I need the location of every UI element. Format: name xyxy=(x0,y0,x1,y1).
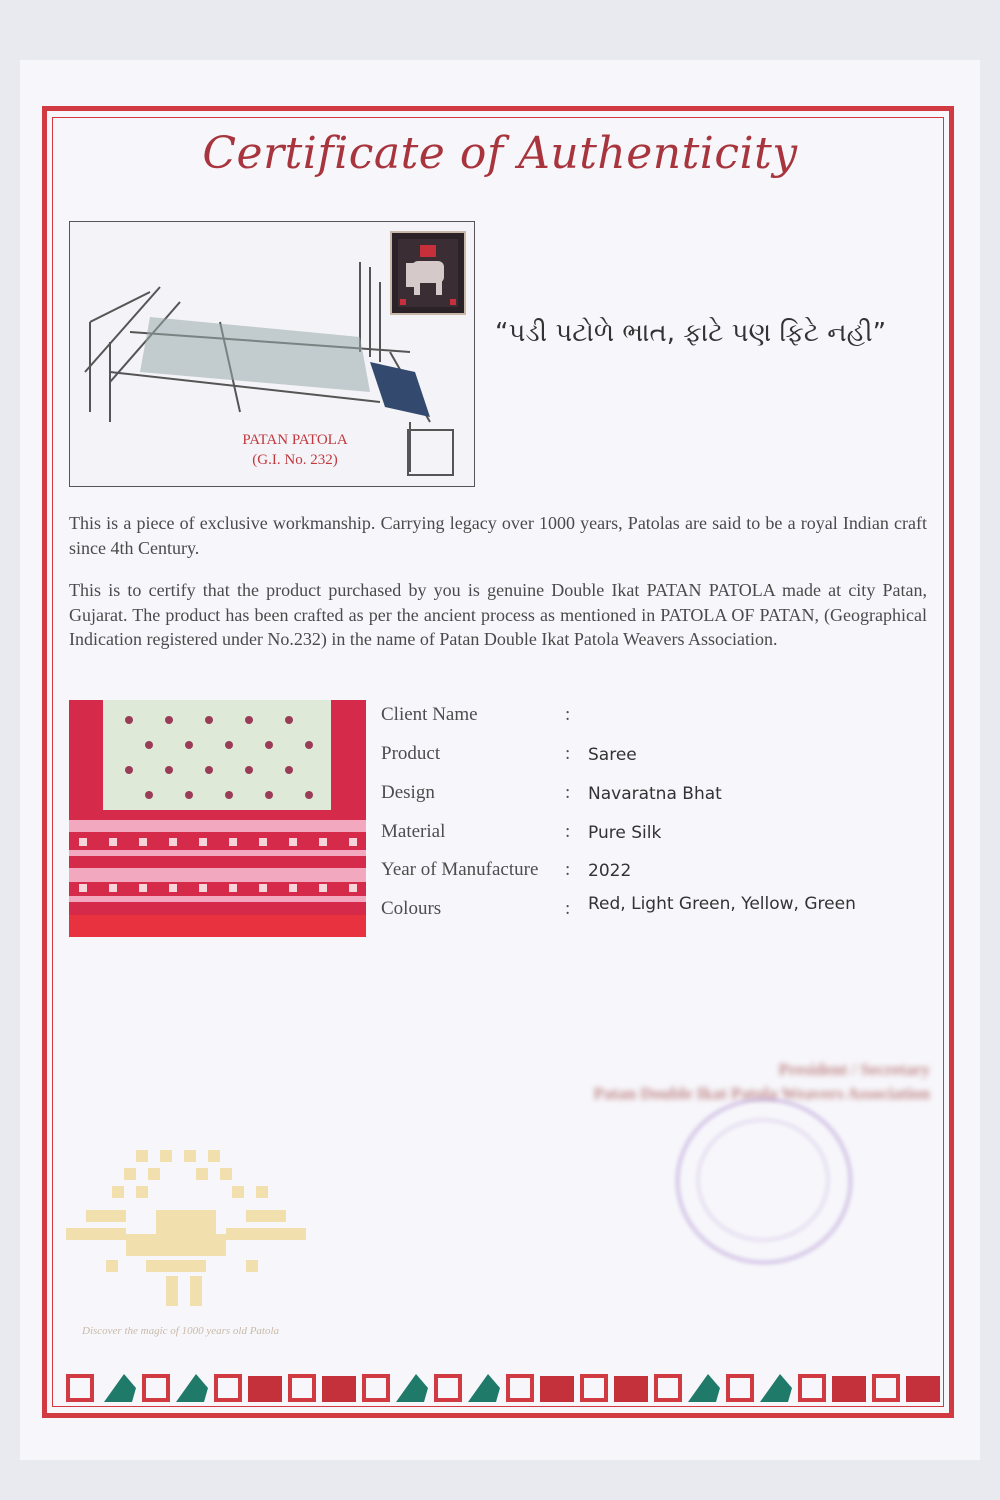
detail-label: Client Name xyxy=(381,704,478,725)
detail-label: Year of Manufacture xyxy=(381,859,539,880)
detail-value: Red, Light Green, Yellow, Green xyxy=(588,894,856,914)
detail-value: Pure Silk xyxy=(588,823,662,843)
certificate-title: Certificate of Authenticity xyxy=(202,128,798,179)
detail-row xyxy=(381,782,941,812)
detail-label: Design xyxy=(381,782,435,803)
elephant-icon xyxy=(392,233,464,313)
detail-separator: : xyxy=(565,743,571,764)
detail-value: Navaratna Bhat xyxy=(588,784,722,804)
detail-label: Colours xyxy=(381,898,442,919)
loom-caption-name: PATAN PATOLA xyxy=(242,432,348,448)
detail-separator: : xyxy=(565,859,571,880)
detail-row xyxy=(381,894,941,928)
detail-row xyxy=(381,743,941,773)
signatory-role: President / Secretary xyxy=(778,1060,930,1079)
detail-label: Product xyxy=(381,743,441,764)
association-seal xyxy=(676,1098,852,1264)
detail-row xyxy=(381,821,941,851)
detail-label: Material xyxy=(381,821,446,842)
detail-separator: : xyxy=(565,782,571,803)
certification-paragraph: This is to certify that the product purchased by you is genuine Double Ikat PATAN PATOLA made at city Patan, Gujarat. The product has been crafted as per the ancient process as mentioned in PATOLA OF PATAN, (Geographical Indication registered under No.232) in the name of Patan Double Ikat Patola Weavers Association. xyxy=(69,580,927,649)
loom-caption-gi: (G.I. No. 232) xyxy=(252,452,338,468)
detail-row xyxy=(381,704,941,734)
detail-row xyxy=(381,859,941,889)
signatory-block xyxy=(520,1060,930,1104)
detail-separator: : xyxy=(565,821,571,842)
detail-value: Saree xyxy=(588,745,637,765)
saree-photo xyxy=(69,700,366,937)
tagline: Discover the magic of 1000 years old Patola xyxy=(82,1325,280,1337)
legacy-paragraph: This is a piece of exclusive workmanship. Carrying legacy over 1000 years, Patolas are said to be a royal Indian craft since 4th Century. xyxy=(69,513,927,558)
bird-motif-watermark xyxy=(66,1140,306,1325)
signatory-org: Patan Double Ikat Patola Weavers Association xyxy=(593,1084,930,1103)
detail-separator: : xyxy=(565,704,571,725)
gujarati-quote: “પડી પટોળે ભાત, ફાટે પણ ફિટે નહી” xyxy=(495,318,887,348)
detail-value: 2022 xyxy=(588,861,632,881)
patola-border-band xyxy=(64,1368,944,1408)
border-motifs xyxy=(68,1374,940,1402)
elephant-patola-tile xyxy=(390,231,466,315)
detail-separator: : xyxy=(565,898,571,919)
